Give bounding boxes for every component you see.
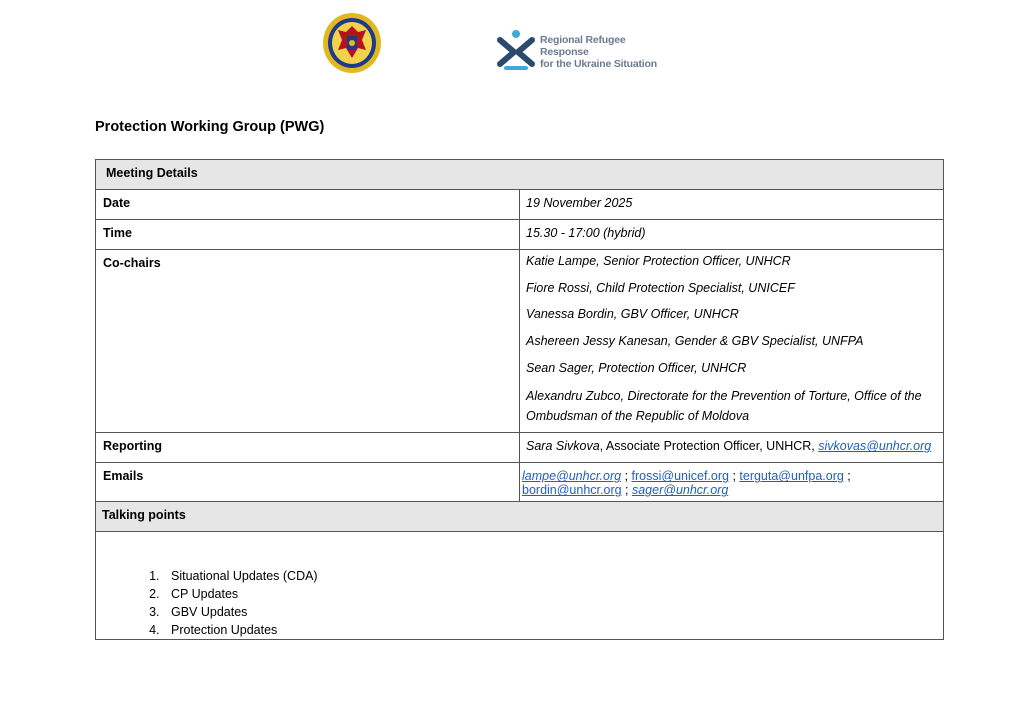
meeting-table bbox=[95, 159, 944, 640]
email-separator: ; bbox=[621, 469, 632, 484]
reporting-role: , Associate Protection Officer, UNHCR, bbox=[599, 439, 819, 454]
meeting-details-row bbox=[96, 160, 944, 190]
list-item: 2. CP Updates bbox=[163, 586, 943, 604]
time-row bbox=[96, 220, 944, 250]
page-title: Protection Working Group (PWG) bbox=[95, 119, 325, 135]
talking-points-heading: Talking points bbox=[96, 502, 944, 532]
rrr-logo-line2: for the Ukraine Situation bbox=[540, 58, 657, 70]
cochairs-label: Co-chairs bbox=[96, 250, 520, 433]
email-separator: ; bbox=[728, 469, 740, 484]
rrr-logo-icon bbox=[496, 28, 536, 74]
list-item: 3. GBV Updates bbox=[163, 604, 943, 622]
time-label: Time bbox=[96, 220, 520, 250]
talking-points-row bbox=[96, 502, 944, 532]
emails-label: Emails bbox=[96, 463, 520, 502]
reporting-label: Reporting bbox=[96, 433, 520, 463]
reporting-name: Sara Sivkova bbox=[526, 439, 600, 454]
email-link-sager[interactable]: sager@unhcr.org bbox=[631, 483, 729, 498]
talking-points-cell bbox=[96, 532, 944, 640]
cochair-item: Fiore Rossi, Child Protection Specialist, UNICEF bbox=[526, 280, 795, 295]
date-row bbox=[96, 190, 944, 220]
time-value: 15.30 - 17:00 (hybrid) bbox=[520, 220, 944, 250]
email-link-bordin[interactable]: bordin@unhcr.org bbox=[522, 483, 622, 498]
moldova-seal-icon bbox=[322, 12, 382, 74]
list-item: 4. Protection Updates bbox=[163, 622, 943, 640]
rrr-logo-line1: Regional Refugee Response bbox=[540, 34, 626, 58]
reporting-row bbox=[96, 433, 944, 463]
email-link-frossi[interactable]: frossi@unicef.org bbox=[631, 469, 729, 484]
talking-points-list-row bbox=[96, 532, 944, 640]
date-label: Date bbox=[96, 190, 520, 220]
emails-row bbox=[96, 463, 944, 502]
email-separator: ; bbox=[843, 469, 851, 484]
talking-points-list bbox=[96, 568, 943, 639]
list-item: 1. Situational Updates (CDA) bbox=[163, 568, 943, 586]
meeting-details-heading: Meeting Details bbox=[96, 160, 944, 190]
cochair-item: Vanessa Bordin, GBV Officer, UNHCR bbox=[526, 307, 739, 322]
cochairs-row bbox=[96, 250, 944, 433]
header-logos bbox=[0, 10, 1024, 80]
rrr-logo bbox=[496, 28, 676, 74]
cochair-item: Katie Lampe, Senior Protection Officer, UNHCR bbox=[526, 254, 791, 268]
cochair-item: Ashereen Jessy Kanesan, Gender & GBV Specialist, UNFPA bbox=[526, 334, 864, 349]
email-separator: ; bbox=[621, 483, 632, 498]
email-link-terguta[interactable]: terguta@unfpa.org bbox=[739, 469, 844, 484]
emails-value bbox=[520, 463, 944, 502]
cochairs-value bbox=[520, 250, 944, 433]
email-link-lampe[interactable]: lampe@unhcr.org bbox=[522, 469, 622, 484]
reporting-value bbox=[520, 433, 944, 463]
cochair-item: Alexandru Zubco, Directorate for the Prevention of Torture, Office of the Ombudsman of the Republic of Moldova bbox=[526, 389, 922, 423]
date-value: 19 November 2025 bbox=[520, 190, 944, 220]
reporting-email-link[interactable]: sivkovas@unhcr.org bbox=[818, 439, 932, 454]
cochair-item: Sean Sager, Protection Officer, UNHCR bbox=[526, 360, 747, 375]
